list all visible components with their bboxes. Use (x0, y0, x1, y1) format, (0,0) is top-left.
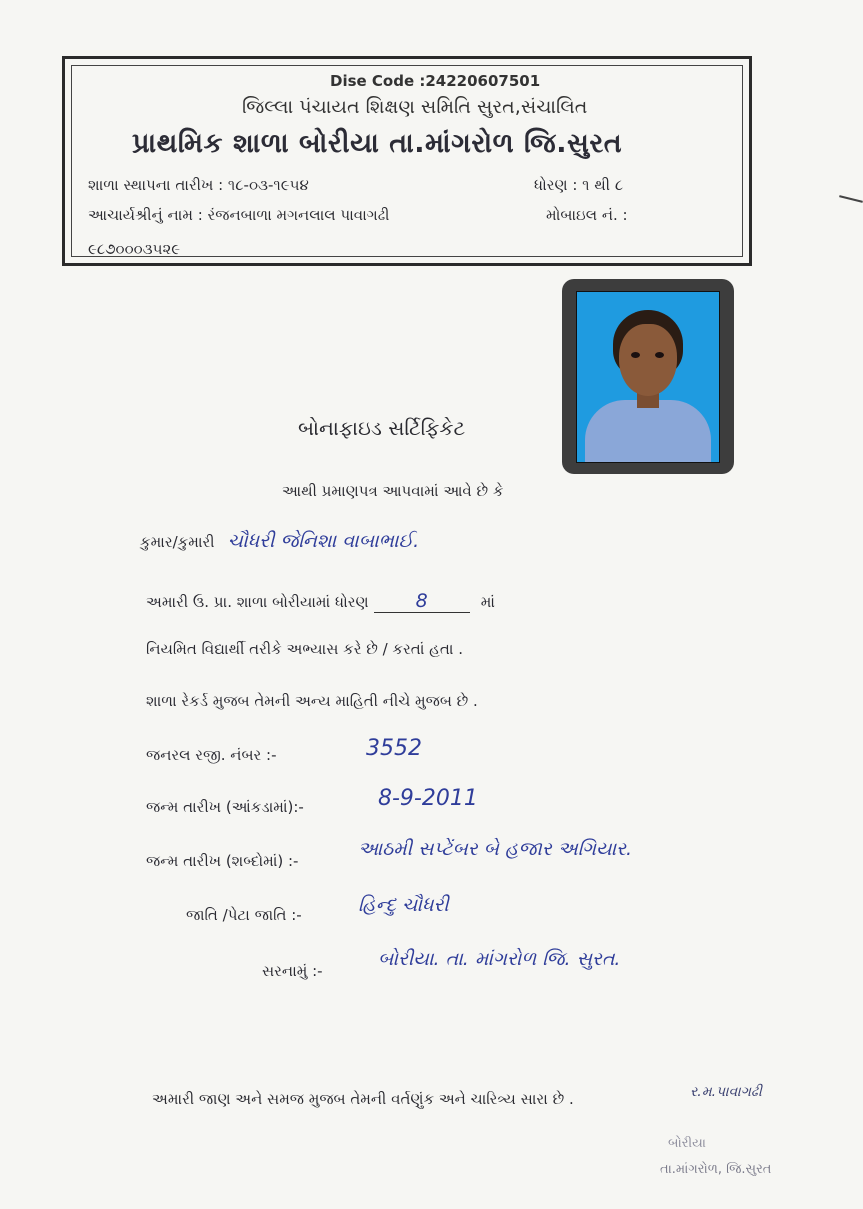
dob-words-value: આઠમી સપ્ટેંબર બે હજાર અગિયાર. (358, 838, 633, 860)
standard-range: ધોરણ : ૧ થી ૮ (534, 176, 624, 194)
mobile-label: મોબાઇલ નં. : (546, 206, 628, 224)
class-prefix: અમારી ઉ. પ્રા. શાળા બોરીયામાં ધોરણ (146, 593, 369, 611)
school-header-box (62, 56, 752, 266)
class-row (146, 590, 495, 613)
name-label: કુમાર/કુમારી (140, 533, 215, 551)
gr-number-label: જનરલ રજી. નંબર :- (146, 746, 277, 764)
stamp-line-2: તા.માંગરોળ, જિ.સુરત (660, 1162, 772, 1177)
header-inner-border (71, 65, 743, 257)
dob-words-label: જન્મ તારીખ (શબ્દોમાં) :- (146, 852, 299, 870)
regular-student-line: નિયમિત વિદ્યાર્થી તરીકે અભ્યાસ કરે છે / કરતાં હતા . (146, 640, 463, 658)
address-value: બોરીયા. તા. માંગરોળ જિ. સુરત. (378, 948, 621, 970)
certificate-intro: આથી પ્રમાણપત્ર આપવામાં આવે છે કે (282, 482, 504, 500)
class-value: 8 (374, 590, 470, 613)
managing-org: જિલ્લા પંચાયત શિક્ષણ સમિતિ સુરત,સંચાલિત (242, 96, 588, 118)
dob-digits-label: જન્મ તારીખ (આંકડામાં):- (146, 798, 304, 816)
name-value: ચૌધરી જેનિશા વાબાભાઈ. (227, 530, 420, 552)
caste-value: હિન્દુ ચૌધરી (358, 894, 449, 916)
address-label: સરનામું :- (262, 962, 323, 980)
edge-mark-line (839, 195, 863, 203)
gr-number-value: 3552 (366, 736, 422, 761)
name-row (140, 530, 419, 552)
photo-shirt (585, 400, 711, 463)
stamp-line-1: બોરીયા (668, 1136, 706, 1151)
record-line: શાળા રેકર્ડ મુજબ તેમની અન્ય માહિતી નીચે મુજબ છે . (146, 692, 478, 710)
school-name: પ્રાથમિક શાળા બોરીયા તા.માંગરોળ જિ.સુરત (132, 128, 623, 159)
photo-face (619, 324, 677, 396)
photo-eye-right (655, 352, 664, 358)
principal-name: આચાર્યશ્રીનું નામ : રંજનબાળા મગનલાલ પાવાગઢી (88, 206, 390, 224)
dob-digits-value: 8-9-2011 (378, 786, 478, 811)
certificate-title: બોનાફાઇડ સર્ટિફિકેટ (298, 416, 466, 440)
established-date: શાળા સ્થાપના તારીખ : ૧૮-૦૩-૧૯૫૪ (88, 176, 309, 194)
dise-code: Dise Code :24220607501 (330, 72, 541, 90)
class-suffix: માં (480, 593, 495, 611)
conduct-statement: અમારી જાણ અને સમજ મુજબ તેમની વર્તણુંક અને ચારિત્ર્ય સારા છે . (152, 1090, 574, 1108)
student-photo-frame (562, 279, 734, 474)
student-photo (576, 291, 720, 463)
photo-eye-left (631, 352, 640, 358)
mobile-number: ૯૮૭૦૦૦૩૫૨૯ (88, 240, 181, 258)
caste-label: જાતિ /પેટા જાતિ :- (186, 906, 302, 924)
principal-signature: ર.મ.પાવાગઢી (690, 1084, 762, 1100)
